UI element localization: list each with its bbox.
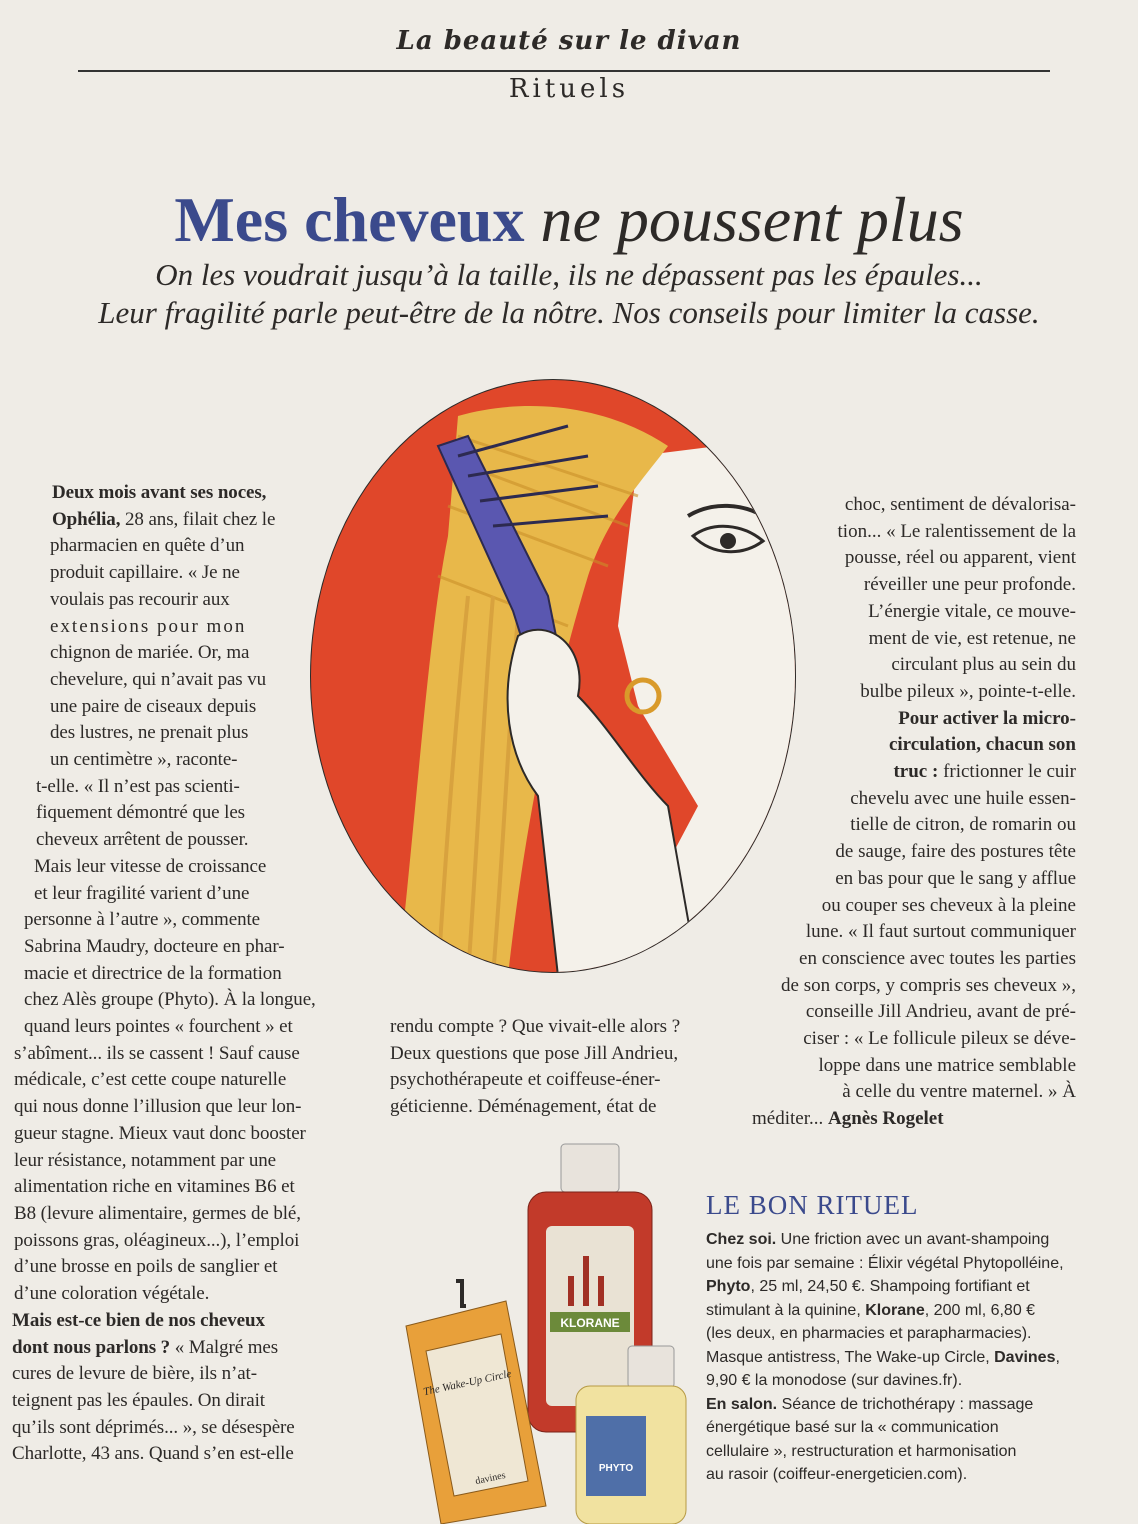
rituel-line: 9,90 € la monodose (sur davines.fr). xyxy=(706,1372,963,1389)
text-line: B8 (levure alimentaire, germes de blé, xyxy=(14,1202,301,1224)
text-line: Pour activer la micro- xyxy=(898,707,1076,729)
text-line: cures de levure de bière, ils n’at- xyxy=(12,1363,257,1385)
rituel-line: stimulant à la quinine, Klorane, 200 ml, 6,80 € xyxy=(706,1301,1036,1319)
standfirst-line: Leur fragilité parle peut-être de la nôtre. Nos conseils pour limiter la casse. xyxy=(98,295,1040,330)
text-line: chevelure, qui n’avait pas vu xyxy=(50,668,267,690)
phyto-label xyxy=(586,1416,646,1496)
klorane-cap xyxy=(561,1144,619,1192)
text-line: Mais leur vitesse de croissance xyxy=(34,855,267,877)
header-rule xyxy=(78,70,1050,72)
text-line: extensions pour mon xyxy=(50,615,247,637)
text-line: Deux questions que pose Jill Andrieu, xyxy=(390,1042,679,1064)
text-line: dont nous parlons ? « Malgré mes xyxy=(12,1336,279,1358)
rituel-line: une fois par semaine : Élixir végétal Phytopolléine, xyxy=(706,1254,1064,1272)
text-line: chez Alès groupe (Phyto). À la longue, xyxy=(24,989,316,1011)
text-line: et leur fragilité varient d’une xyxy=(34,882,250,904)
text-line: psychothérapeute et coiffeuse-éner- xyxy=(390,1069,661,1091)
text-line: un centimètre », raconte- xyxy=(50,749,238,771)
text-line: médicale, c’est cette coupe naturelle xyxy=(14,1069,287,1091)
text-line: ou couper ses cheveux à la pleine xyxy=(821,894,1076,916)
text-line: à celle du ventre maternel. » À xyxy=(842,1081,1076,1103)
text-line: une paire de ciseaux depuis xyxy=(50,695,257,717)
rituel-line: cellulaire », restructuration et harmonisation xyxy=(706,1442,1017,1460)
text-line: géticienne. Déménagement, état de xyxy=(390,1096,657,1118)
text-line: teignent pas les épaules. On dirait xyxy=(12,1389,265,1411)
title-part-italic: ne poussent plus xyxy=(540,184,964,255)
text-line: Ophélia, 28 ans, filait chez le xyxy=(52,508,276,530)
phyto-cap xyxy=(628,1346,674,1388)
text-line: circulation, chacun son xyxy=(888,734,1076,756)
text-line: de sauge, faire des postures tête xyxy=(835,841,1076,863)
text-line: tion... « Le ralentissement de la xyxy=(837,520,1076,542)
text-line: en bas pour que le sang y afflue xyxy=(835,867,1076,889)
hanger-icon xyxy=(456,1281,466,1306)
text-line: lune. « Il faut surtout communiquer xyxy=(805,921,1076,943)
text-line: qui nous donne l’illusion que leur lon- xyxy=(14,1096,302,1118)
rituel-line: au rasoir (coiffeur-energeticien.com). xyxy=(706,1466,968,1483)
text-line: gueur stagne. Mieux vaut donc booster xyxy=(14,1122,306,1144)
section-label: Rituels xyxy=(508,74,630,104)
text-line: macie et directrice de la formation xyxy=(24,962,282,984)
text-line: Mais est-ce bien de nos cheveux xyxy=(12,1309,265,1331)
rituel-box-text xyxy=(706,1228,1064,1487)
rituel-line: énergétique basé sur la « communication xyxy=(706,1419,999,1436)
davines-product-name: The Wake-Up Circle xyxy=(422,1367,513,1399)
text-line: Charlotte, 43 ans. Quand s’en est-elle xyxy=(12,1443,294,1465)
products-illustration xyxy=(396,1136,696,1524)
text-line: conseille Jill Andrieu, avant de pré- xyxy=(805,1001,1076,1023)
title-part-bold: Mes cheveux xyxy=(174,184,525,255)
text-line: pousse, réel ou apparent, vient xyxy=(844,547,1076,569)
text-line: s’abîment... ils se cassent ! Sauf cause xyxy=(14,1042,300,1064)
text-line: fiquement démontré que les xyxy=(36,802,245,824)
text-line: voulais pas recourir aux xyxy=(50,588,230,610)
text-line: bulbe pileux », pointe-t-elle. xyxy=(860,680,1076,702)
author-signature: Agnès Rogelet xyxy=(827,1108,944,1130)
rituel-line: Phyto, 25 ml, 24,50 €. Shampoing fortifiant et xyxy=(706,1278,1030,1295)
text-line: pharmacien en quête d’un xyxy=(50,535,245,557)
text-line: en conscience avec toutes les parties xyxy=(799,947,1076,969)
text-line: méditer... Agnès Rogelet xyxy=(752,1108,944,1130)
text-line: réveiller une peur profonde. xyxy=(863,574,1076,596)
text-line: ment de vie, est retenue, ne xyxy=(868,627,1076,649)
rituel-line: En salon. Séance de trichothérapy : massage xyxy=(706,1395,1034,1413)
text-line: L’énergie vitale, ce mouve- xyxy=(868,600,1076,622)
davines-brand: davines xyxy=(474,1469,507,1488)
text-line: truc : frictionner le cuir xyxy=(893,761,1076,783)
standfirst xyxy=(30,256,1108,332)
phyto-brand: PHYTO xyxy=(598,1463,634,1474)
text-line: circulant plus au sein du xyxy=(891,654,1076,676)
text-line: poissons gras, oléagineux...), l’emploi xyxy=(14,1229,300,1251)
rubric-label: La beauté sur le divan xyxy=(396,26,742,56)
text-line: rendu compte ? Que vivait-elle alors ? xyxy=(390,1016,681,1037)
page-title xyxy=(0,180,1138,260)
right-column xyxy=(720,492,1076,1133)
middle-column xyxy=(390,1014,730,1121)
text-line: produit capillaire. « Je ne xyxy=(50,562,240,584)
text-line: d’une coloration végétale. xyxy=(14,1283,210,1305)
klorane-brand: KLORANE xyxy=(560,1316,620,1330)
text-line: qu’ils sont déprimés... », se désespère xyxy=(12,1416,295,1438)
text-line: alimentation riche en vitamines B6 et xyxy=(14,1176,295,1198)
left-column xyxy=(12,480,362,1468)
text-line: leur résistance, notamment par une xyxy=(14,1149,276,1171)
text-line: d’une brosse en poils de sanglier et xyxy=(14,1256,278,1278)
rituel-line: Chez soi. Une friction avec un avant-shampoing xyxy=(706,1231,1050,1248)
standfirst-line: On les voudrait jusqu’à la taille, ils ne dépassent pas les épaules... xyxy=(155,257,983,292)
text-line: loppe dans une matrice semblable xyxy=(818,1054,1076,1076)
text-line: cheveux arrêtent de pousser. xyxy=(36,829,249,851)
rituel-line: Masque antistress, The Wake-up Circle, Davines, xyxy=(706,1348,1060,1366)
text-line: quand leurs pointes « fourchent » et xyxy=(24,1016,293,1038)
text-line: personne à l’autre », commente xyxy=(24,909,260,931)
text-line: Deux mois avant ses noces, xyxy=(52,482,267,503)
rituel-box-title: LE BON RITUEL xyxy=(706,1190,919,1220)
text-line: de son corps, y compris ses cheveux », xyxy=(781,974,1076,996)
text-line: choc, sentiment de dévalorisa- xyxy=(844,494,1076,515)
text-line: chevelu avec une huile essen- xyxy=(850,787,1076,809)
text-line: ciser : « Le follicule pileux se déve- xyxy=(803,1028,1076,1050)
text-line: tielle de citron, de romarin ou xyxy=(850,814,1076,836)
text-line: chignon de mariée. Or, ma xyxy=(50,642,250,664)
text-line: t-elle. « Il n’est pas scienti- xyxy=(36,775,240,797)
rituel-line: (les deux, en pharmacies et parapharmacies). xyxy=(706,1325,1032,1342)
text-line: des lustres, ne prenait plus xyxy=(50,722,249,744)
text-line: Sabrina Maudry, docteure en phar- xyxy=(24,935,285,957)
